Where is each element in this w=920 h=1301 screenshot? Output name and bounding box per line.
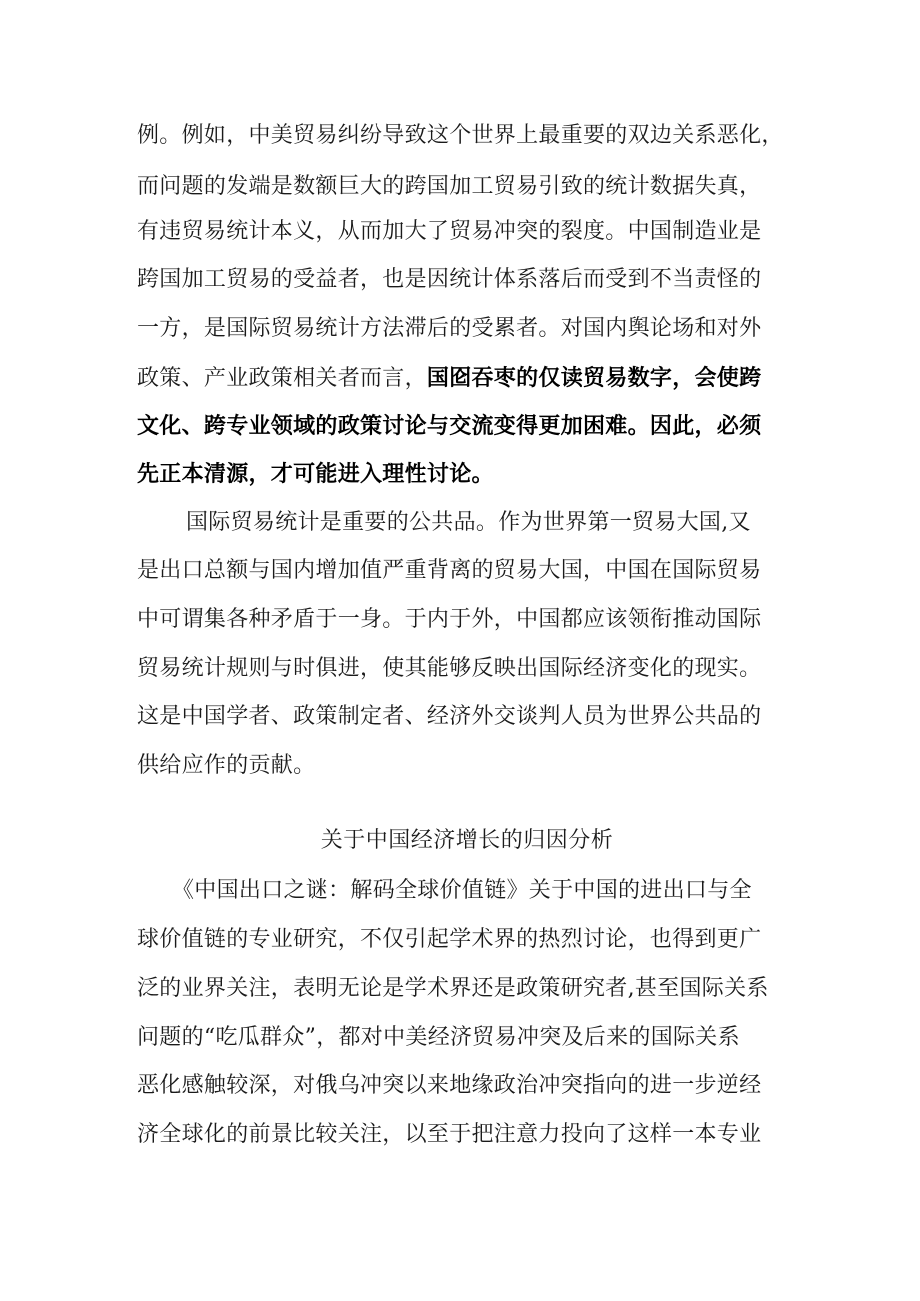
paragraph-line: 恶化感触较深，对俄乌冲突以来地缘政治冲突指向的进一步逆经 (137, 1073, 762, 1098)
paragraph-line: 问题的“吃瓜群众”，都对中美经济贸易冲突及后来的国际关系 (137, 1025, 740, 1050)
paragraph-line: 济全球化的前景比较关注，以至于把注意力投向了这样一本专业 (137, 1122, 762, 1147)
normal-text: 政策、产业政策相关者而言， (137, 366, 427, 391)
paragraph-line: 这是中国学者、政策制定者、经济外交谈判人员为世界公共品的 (137, 704, 762, 729)
paragraph-line: 泛的业界关注，表明无论是学术界还是政策研究者,甚至国际关系 (137, 976, 769, 1001)
paragraph-line: 球价值链的专业研究，不仅引起学术界的热烈讨论，也得到更广 (137, 927, 762, 952)
paragraph-line: 供给应作的贡献。 (137, 753, 316, 778)
paragraph-line: 中可谓集各种矛盾于一身。于内于外，中国都应该领衔推动国际 (137, 607, 762, 632)
section-heading: 关于中国经济增长的归因分析 (320, 828, 614, 853)
paragraph-line: 有违贸易统计本义，从而加大了贸易冲突的裂度。中国制造业是 (137, 219, 762, 244)
bold-emphasis-line: 文化、跨专业领域的政策讨论与交流变得更加困难。因此，必须 (137, 413, 762, 439)
bold-emphasis-line: 先正本清源，才可能进入理性讨论。 (137, 461, 494, 487)
paragraph-line (137, 363, 797, 394)
paragraph-line: 国际贸易统计是重要的公共品。作为世界第一贸易大国,又 (186, 510, 751, 535)
paragraph-line: 是出口总额与国内增加值严重背离的贸易大国，中国在国际贸易 (137, 558, 762, 583)
paragraph-line: 跨国加工贸易的受益者，也是因统计体系落后而受到不当责怪的 (137, 267, 762, 292)
paragraph-line: 《中国出口之谜：解码全球价值链》关于中国的进出口与全 (172, 878, 752, 903)
paragraph-line: 一方，是国际贸易统计方法滞后的受累者。对国内舆论场和对外 (137, 316, 762, 341)
paragraph-line: 贸易统计规则与时俱进，使其能够反映出国际经济变化的现实。 (137, 656, 762, 681)
bold-emphasis-text: 国囵吞枣的仅读贸易数字，会使跨 (426, 365, 762, 391)
paragraph-line: 而问题的发端是数额巨大的跨国加工贸易引致的统计数据失真， (137, 174, 762, 199)
paragraph-line: 例。例如，中美贸易纠纷导致这个世界上最重要的双边关系恶化， (137, 123, 784, 148)
